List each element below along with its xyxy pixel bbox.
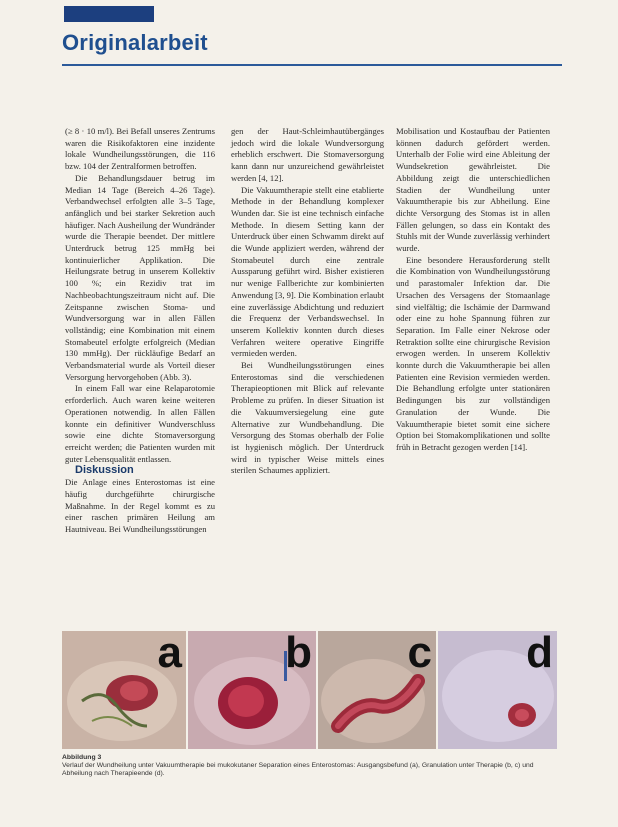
paragraph: Die Anlage eines Enterostomas ist eine häufig durchgeführte chirurgische Maßnahme. In der Regel kommt es zu einer raschen primären Heilung am Hautniveau. Bei Wundheilungsstörungen	[65, 477, 215, 534]
paragraph: Die Behandlungsdauer betrug im Median 14 Tage (Bereich 4–26 Tage). Verbandwechsel erfolgten alle 3–5 Tage, anfänglich und bei starker Sekretion auch häufiger. Nach Ausheilung der Wundränder wurde die Therapie beendet. Der mittlere Unterdruck betrug 125 mmHg bei kontinuierlicher Applikation. Die Heilungsrate betrug in unserem Kollektiv 100 %; ein Rezidiv trat im Nachbeobachtungszeitraum nicht auf. Die Zeitspanne zwischen Stoma- und Wundversorgung war in allen Fällen vollständig; eine Kombination mit einem Stomabeutel erfolgte erfolgreich (Median 130 mmHg). Der rückläufige Bedarf an Verbandsmaterial wurde als Vorteil dieser Versorgung hervorgehoben (Abb. 3).	[65, 172, 215, 382]
figure-panel-d	[438, 631, 557, 749]
header-rule	[62, 64, 562, 66]
panel-label-d: d	[526, 631, 553, 677]
panel-label-a: a	[157, 631, 182, 677]
paragraph: gen der Haut-Schleimhautübergänges jedoch wird die lokale Wundversorgung erheblich erschwert. Die Stomaversorgung kann dann nur unzureichend gewährleistet werden [4, 12].	[231, 126, 384, 183]
figure-panel-c	[318, 631, 436, 749]
paragraph: Mobilisation und Kostaufbau der Patienten können dadurch gefördert werden. Unterhalb der Folie wird eine Ableitung der Wundsekretion gewährleistet. Die Abbildung zeigt die unterschiedlichen Stadien der Wundheilung unter Vakuumtherapie bis zur Abheilung. Eine dichte Versorgung des Stomas ist in allen Fällen gelungen, so dass ein Kontakt des Stuhls mit der Wunde zuverlässig verhindert wurde.	[396, 126, 550, 254]
figure-panel-b	[188, 631, 316, 749]
figure-photo-row	[62, 631, 557, 749]
text-column-2	[231, 126, 384, 477]
text-column-3	[396, 126, 550, 454]
figure-caption	[62, 754, 557, 779]
figure-caption-label: Abbildung 3	[62, 754, 102, 761]
paragraph: (≥ 8 · 10 m/l). Bei Befall unseres Zentrums waren die Risikofaktoren eine inzidente lokale Wundheilungsstörungen, die 116 bzw. 104 der Zentralformen betroffen.	[65, 126, 215, 172]
figure-caption-text: Verlauf der Wundheilung unter Vakuumtherapie bei mukokutaner Separation eines Enterostomas: Ausgangsbefund (a), Granulation unter Therapie (b, c) und Abheilung nach Therapieende (d).	[62, 762, 534, 778]
paragraph: Bei Wundheilungsstörungen eines Enterostomas sind die verschiedenen Therapieoptionen mit Blick auf relevante Probleme zu prüfen. In dieser Situation ist die Vakuumversiegelung eine gute Alternative zur Wundbehandlung. Die Versorgung des Stomas oberhalb der Folie ist hygienisch möglich. Der Unterdruck wird in typischer Weise mittels eines sterilen Schaumes appliziert.	[231, 360, 384, 476]
section-heading-discussion: Diskussion	[75, 464, 134, 477]
text-column-1	[65, 126, 215, 536]
paragraph: Eine besondere Herausforderung stellt die Kombination von Wundheilungsstörung und parastomaler Infektion dar. Die Ursachen des Versagens der Stomaanlage sind vielfältig; die Ischämie der Darmwand oder eine zu hohe Spannung führen zur Separation. Im Falle einer Nekrose oder Retraktion sollte eine chirurgische Revision erwogen werden. In unserem Kollektiv konnte durch die Vakuumtherapie bei allen Patienten eine Revision vermieden werden. Die Behandlung erfolgte unter stationären Bedingungen bis zur vollständigen Granulation der Wunde. Die Vakuumtherapie bietet somit eine sichere Option bei Stomakomplikationen und sollte früh in Betracht gezogen werden [14].	[396, 254, 550, 452]
panel-label-b: b	[285, 631, 312, 677]
panel-label-c: c	[407, 631, 432, 677]
header-color-bar	[64, 6, 154, 22]
figure-panel-a	[62, 631, 186, 749]
paragraph: In einem Fall war eine Relaparotomie erforderlich. Auch waren keine weiteren Operationen notwendig. In allen Fällen konnte ein definitiver Wundverschluss sowie eine dichte Stomaversorgung erreicht werden; die Patienten wurden mit guter Lebensqualität entlassen.	[65, 383, 215, 464]
paragraph: Die Vakuumtherapie stellt eine etablierte Methode in der Behandlung komplexer Wunden dar. Sie ist eine technisch einfache Methode. In diesem Setting kann der Unterdruck über einen Schwamm direkt auf die Wunde appliziert werden, während der Stomabeutel durch eine zentrale Aussparung geführt wird. Bisher existieren nur wenige Fallberichte zur kombinierten Anwendung [3, 9]. Die Kombination erlaubt eine zuverlässige Abdichtung und reduziert die Frequenz der Verbandswechsel. In unserem Kollektiv konnten durch dieses Verfahren weitere operative Eingriffe vermieden werden.	[231, 184, 384, 359]
section-title: Originalarbeit	[62, 30, 208, 55]
